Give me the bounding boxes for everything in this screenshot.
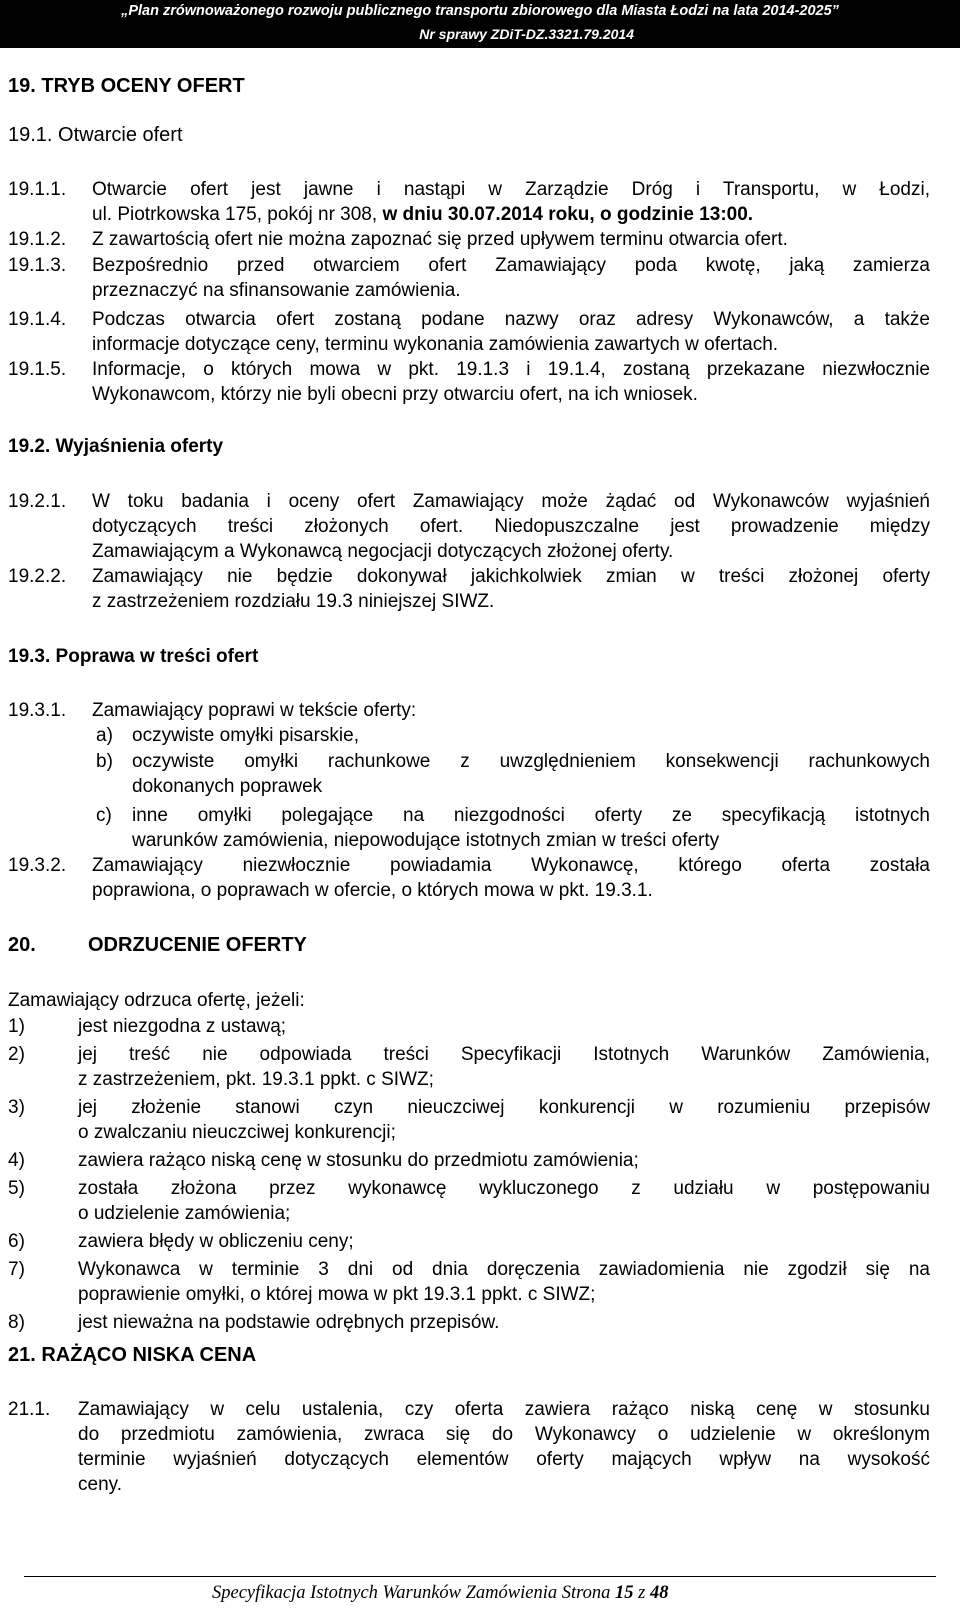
paragraph-text: z zastrzeżeniem rozdziału 19.3 niniejszej SIWZ. <box>92 591 495 612</box>
rejection-item-label: 4) <box>8 1150 25 1171</box>
rejection-item-label: 2) <box>8 1044 25 1065</box>
paragraph-number: 19.1.5. <box>8 359 67 380</box>
paragraph-text: Zamawiający nie będzie dokonywał jakichkolwiek zmian w treści złożonej oferty <box>92 566 930 587</box>
paragraph-text: Bezpośrednio przed otwarciem ofert Zamawiający poda kwotę, jaką zamierza <box>92 255 930 276</box>
rejection-item-label: 6) <box>8 1231 25 1252</box>
rejection-item-text: poprawienie omyłki, o której mowa w pkt 19.3.1 ppkt. c SIWZ; <box>78 1284 596 1305</box>
list-label: c) <box>96 805 112 826</box>
paragraph-text: ceny. <box>78 1474 123 1495</box>
rejection-item-label: 1) <box>8 1016 25 1037</box>
header-title: „Plan zrównoważonego rozwoju publicznego transportu zbiorowego dla Miasta Łodzi na lata 2014-2025” <box>121 3 839 19</box>
rejection-item-label: 7) <box>8 1259 25 1280</box>
list-item-text: oczywiste omyłki pisarskie, <box>132 725 359 746</box>
footer-text: Specyfikacja Istotnych Warunków Zamówienia Strona <box>212 1583 616 1603</box>
section-19-3-heading: 19.3. Poprawa w treści ofert <box>8 646 259 667</box>
rejection-item-text: jest niezgodna z ustawą; <box>78 1016 287 1037</box>
paragraph-text: informacje dotyczące ceny, terminu wykonania zamówienia zawartych w ofertach. <box>92 334 779 355</box>
paragraph-text: Wykonawcom, którzy nie byli obecni przy otwarciu ofert, na ich wniosek. <box>92 384 698 405</box>
paragraph-number: 19.3.1. <box>8 700 67 721</box>
paragraph-number: 19.2.1. <box>8 491 67 512</box>
paragraph-number: 19.1.3. <box>8 255 67 276</box>
section-20-number: 20. <box>8 934 36 956</box>
section-21-heading: 21. RAŻĄCO NISKA CENA <box>8 1344 257 1366</box>
rejection-item-text: zawiera rażąco niską cenę w stosunku do przedmiotu zamówienia; <box>78 1150 639 1171</box>
rejection-item-label: 5) <box>8 1178 25 1199</box>
paragraph-text: dotyczących treści złożonych ofert. Niedopuszczalne jest prowadzenie między <box>92 516 930 537</box>
list-item-text: inne omyłki polegające na niezgodności oferty ze specyfikacją istotnych <box>132 805 930 826</box>
rejection-item-text: jej treść nie odpowiada treści Specyfikacji Istotnych Warunków Zamówienia, <box>78 1044 930 1065</box>
section-20-heading: ODRZUCENIE OFERTY <box>88 934 307 956</box>
rejection-item-text: o zwalczaniu nieuczciwej konkurencji; <box>78 1122 396 1143</box>
rejection-item-text: jest nieważna na podstawie odrębnych przepisów. <box>78 1312 500 1333</box>
rejection-item-label: 3) <box>8 1097 25 1118</box>
paragraph-number: 19.1.2. <box>8 229 67 250</box>
rejection-item-text: z zastrzeżeniem, pkt. 19.3.1 ppkt. c SIWZ; <box>78 1069 434 1090</box>
rejection-item-text: o udzielenie zamówienia; <box>78 1203 291 1224</box>
paragraph-text: Podczas otwarcia ofert zostaną podane nazwy oraz adresy Wykonawców, a także <box>92 309 930 330</box>
list-label: a) <box>96 725 113 746</box>
paragraph-text: przeznaczyć na sfinansowanie zamówienia. <box>92 280 461 301</box>
paragraph-text: Informacje, o których mowa w pkt. 19.1.3 i 19.1.4, zostaną przekazane niezwłocznie <box>92 359 930 380</box>
rejection-item-label: 8) <box>8 1312 25 1333</box>
list-item-text: oczywiste omyłki rachunkowe z uwzględnieniem konsekwencji rachunkowych <box>132 751 930 772</box>
paragraph-number: 19.1.4. <box>8 309 67 330</box>
section-20-intro: Zamawiający odrzuca ofertę, jeżeli: <box>8 990 305 1011</box>
section-19-heading: 19. TRYB OCENY OFERT <box>8 75 245 97</box>
paragraph-text: W toku badania i oceny ofert Zamawiający może żądać od Wykonawców wyjaśnień <box>92 491 930 512</box>
opening-date: w dniu 30.07.2014 roku, o godzinie 13:00. <box>382 204 754 225</box>
list-item-text: warunków zamówienia, niepowodujące istotnych zmian w treści oferty <box>132 830 720 851</box>
paragraph-text: Zamawiający w celu ustalenia, czy oferta zawiera rażąco niską cenę w stosunku <box>78 1399 930 1420</box>
paragraph-text: ul. Piotrkowska 175, pokój nr 308, w dniu 30.07.2014 roku, o godzinie 13:00. <box>92 204 754 225</box>
paragraph-text: Zamawiający poprawi w tekście oferty: <box>92 700 417 721</box>
page-footer <box>212 1583 722 1604</box>
paragraph-text: terminie wyjaśnień dotyczących elementów oferty mających wpływ na wysokość <box>78 1449 930 1470</box>
footer-page-number: 15 <box>615 1583 634 1603</box>
paragraph-text: Otwarcie ofert jest jawne i nastąpi w Zarządzie Dróg i Transportu, w Łodzi, <box>92 179 930 200</box>
paragraph-number: 19.2.2. <box>8 566 67 587</box>
section-19-2-heading: 19.2. Wyjaśnienia oferty <box>8 436 224 457</box>
paragraph-text: Zamawiającym a Wykonawcą negocjacji dotyczących złożonej oferty. <box>92 541 674 562</box>
paragraph-text: poprawiona, o poprawach w ofercie, o których mowa w pkt. 19.3.1. <box>92 880 653 901</box>
footer-of: z <box>633 1583 650 1603</box>
paragraph-number: 21.1. <box>8 1399 51 1420</box>
rejection-item-text: została złożona przez wykonawcę wykluczonego z udziału w postępowaniu <box>78 1178 930 1199</box>
section-19-1-heading: 19.1. Otwarcie ofert <box>8 124 183 146</box>
list-label: b) <box>96 751 113 772</box>
paragraph-text: Zamawiający niezwłocznie powiadamia Wykonawcę, którego oferta została <box>92 855 930 876</box>
paragraph-number: 19.1.1. <box>8 179 67 200</box>
footer-total-pages: 48 <box>649 1583 669 1603</box>
header-case-number: Nr sprawy ZDiT-DZ.3321.79.2014 <box>419 26 634 42</box>
page-header <box>0 0 960 48</box>
rejection-item-text: jej złożenie stanowi czyn nieuczciwej konkurencji w rozumieniu przepisów <box>78 1097 930 1118</box>
paragraph-text: Z zawartością ofert nie można zapoznać się przed upływem terminu otwarcia ofert. <box>92 229 788 250</box>
rejection-item-text: Wykonawca w terminie 3 dni od dnia doręczenia zawiadomienia nie zgodził się na <box>78 1259 930 1280</box>
paragraph-number: 19.3.2. <box>8 855 67 876</box>
list-item-text: dokonanych poprawek <box>132 776 323 797</box>
rejection-item-text: zawiera błędy w obliczeniu ceny; <box>78 1231 354 1252</box>
footer-rule <box>24 1576 936 1577</box>
paragraph-text: do przedmiotu zamówienia, zwraca się do Wykonawcy o udzielenie w określonym <box>78 1424 930 1445</box>
